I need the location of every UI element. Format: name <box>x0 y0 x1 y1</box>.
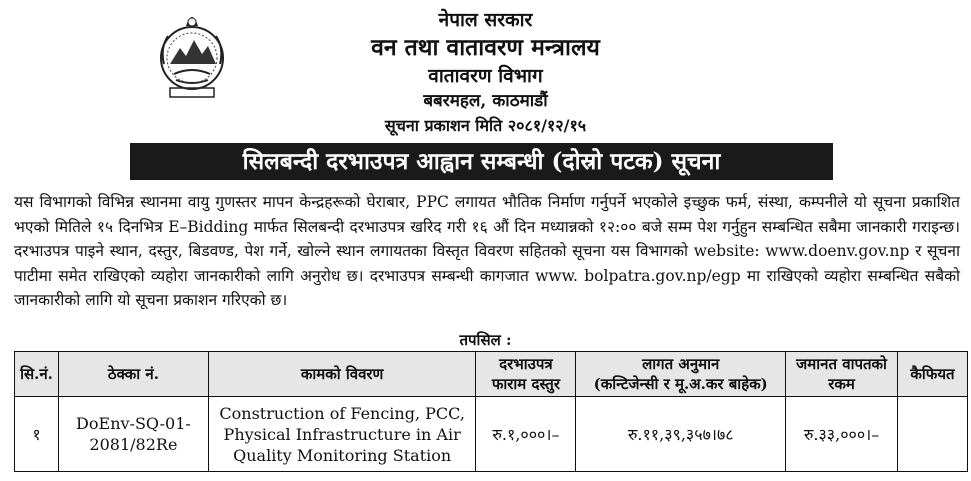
cell-work-description <box>208 397 476 472</box>
cell-form-fee: रु.१,०००।– <box>476 397 576 472</box>
government-name: नेपाल सरकार <box>438 9 533 31</box>
notice-body: यस विभागको विभिन्न स्थानमा वायु गुणस्तर मापन केन्द्रहरूको घेराबार, PPC लगायत भौतिक निर्माण गर्नुपर्ने भएकोले इच्छुक फर्म, संस्था, कम्पनीले यो सूचना प्रकाशित भएको मितिले १५ दिनभित्र E–Bidding मार्फत सिलबन्दी दरभाउपत्र खरिद गरी १६ औं दिन मध्यान्नको १२:०० बजे सम्म पेश गर्नुहुन सम्बन्धित सबैमा जानकारी गराइन्छ। दरभाउपत्र पाइने स्थान, दस्तुर, बिडवण्ड, पेश गर्ने, खोल्ने स्थान लगायतका विस्तृत विवरण सहितको सूचना यस विभागको website: www.doenv.gov.np र सूचना पाटीमा समेत राखिएको व्यहोरा जानकारीको लागि अनुरोध छ। दरभाउपत्र सम्बन्धी कागजात www. bolpatra.gov.np/egp मा राखिएको व्यहोरा सम्बन्धित सबैको जानकारीको लागि यो सूचना प्रकाशन गरिएको छ। <box>14 193 960 309</box>
header-work-description: कामको विवरण <box>208 352 476 397</box>
header-form-fee-line2: फाराम दस्तुर <box>491 375 560 393</box>
publish-date: सूचना प्रकाशन मिति २०८१/१२/१५ <box>384 116 587 135</box>
table-row <box>15 397 968 472</box>
header-bid-security-line2: रकम <box>828 375 855 393</box>
cell-serial: १ <box>15 397 59 472</box>
header-bid-security <box>786 352 898 397</box>
cell-work-description-line1: Construction of Fencing, PCC, <box>219 403 465 423</box>
cell-contract-no-line1: DoEnv-SQ-01- <box>76 414 191 433</box>
header-serial: सि.नं. <box>15 352 59 397</box>
cell-cost-estimate: रु.११,३९,३५७।७८ <box>576 397 786 472</box>
ministry-name: वन तथा वातावरण मन्त्रालय <box>371 34 600 61</box>
header-form-fee <box>476 352 576 397</box>
schedule-heading: तपसिल : <box>459 331 512 349</box>
header-cost-estimate-line2: (कन्टिजेन्सी र मू.अ.कर बाहेक) <box>593 375 768 393</box>
header-form-fee-line1: दरभाउपत्र <box>499 355 553 373</box>
cell-work-description-line2: Physical Infrastructure in Air <box>223 424 461 444</box>
department-name: वातावरण विभाग <box>428 65 543 87</box>
header-contract-no: ठेक्का नं. <box>58 352 208 397</box>
cell-contract-no-line2: 2081/82Re <box>89 435 178 454</box>
office-address: बबरमहल, काठमाडौं <box>423 91 548 111</box>
header-cost-estimate-line1: लागत अनुमान <box>642 355 720 373</box>
cell-bid-security: रु.३३,०००।– <box>786 397 898 472</box>
header-bid-security-line1: जमानत वापतको <box>796 355 887 373</box>
header-cost-estimate <box>576 352 786 397</box>
notice-title: सिलबन्दी दरभाउपत्र आह्वान सम्बन्धी (दोस्रो पटक) सूचना <box>130 143 833 180</box>
table-header-row <box>15 352 968 397</box>
cell-work-description-line3: Quality Monitoring Station <box>233 445 452 465</box>
header-remarks: कैफियत <box>898 352 968 397</box>
cell-remarks <box>898 397 968 472</box>
bid-table <box>14 351 968 472</box>
cell-contract-no <box>58 397 208 472</box>
